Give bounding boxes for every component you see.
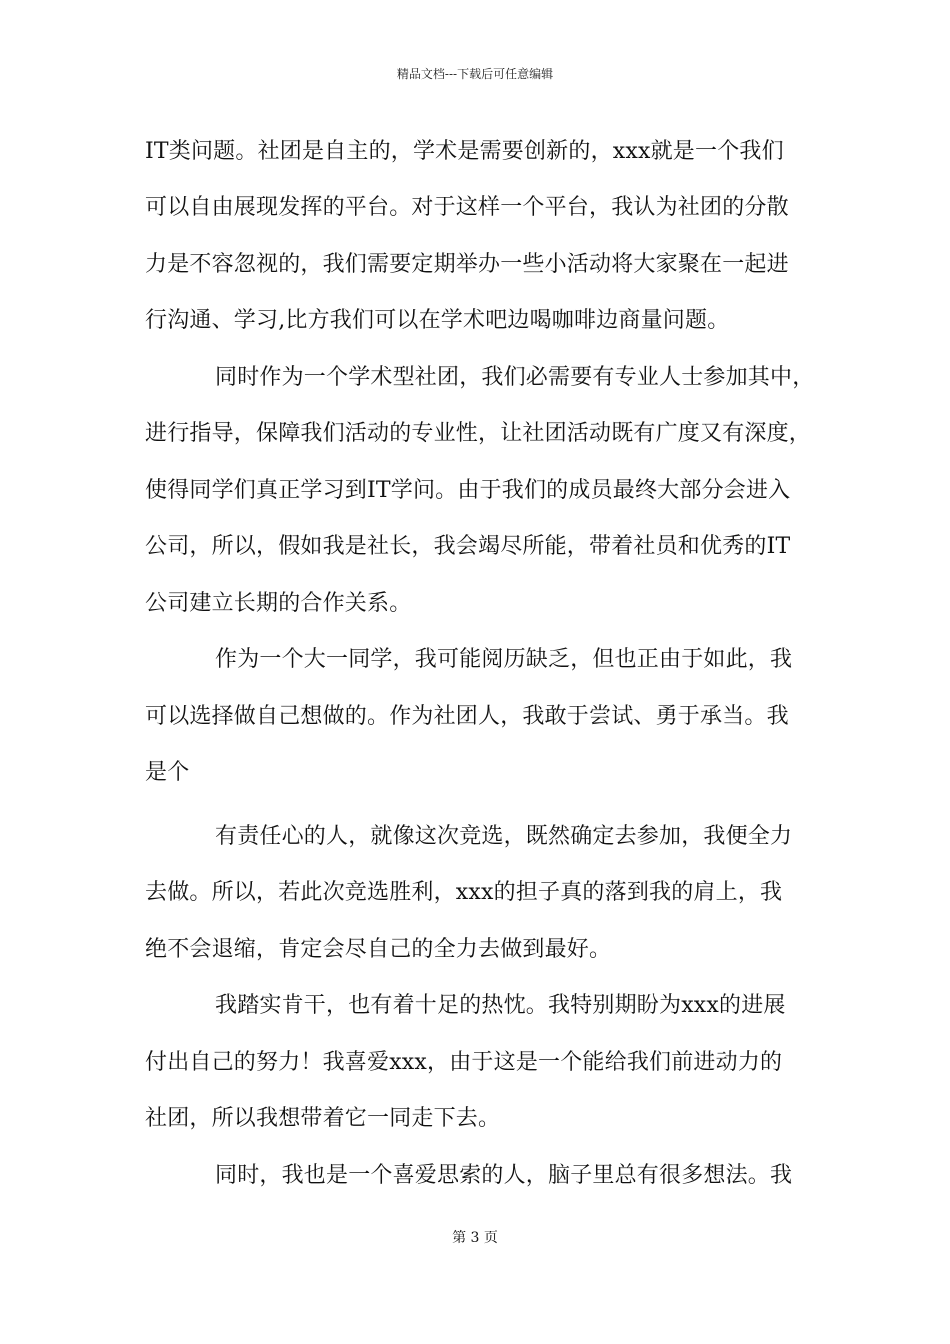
text-line: 社团，所以我想带着它一同走下去。 <box>145 1106 501 1131</box>
page-header: 精品文档---下载后可任意编辑 <box>396 67 554 81</box>
text-line: 去做。所以，若此次竞选胜利，xxx的担子真的落到我的肩上，我 <box>145 880 783 905</box>
text-line: 可以选择做自己想做的。作为社团人，我敢于尝试、勇于承当。我 <box>145 704 789 729</box>
text-line: 进行指导，保障我们活动的专业性，让社团活动既有广度又有深度， <box>145 421 812 446</box>
text-line: 公司建立长期的合作关系。 <box>145 591 412 616</box>
text-line: 使得同学们真正学习到IT学问。由于我们的成员最终大部分会进入 <box>145 478 791 503</box>
text-line: 行沟通、学习,比方我们可以在学术吧边喝咖啡边商量问题。 <box>145 308 730 333</box>
paragraph-first-line: 同时作为一个学术型社团，我们必需要有专业人士参加其中， <box>215 365 815 390</box>
paragraph-first-line: 同时，我也是一个喜爱思索的人，脑子里总有很多想法。我 <box>215 1163 793 1188</box>
text-line: IT类问题。社团是自主的，学术是需要创新的，xxx就是一个我们 <box>145 139 784 164</box>
text-line: 绝不会退缩，肯定会尽自己的全力去做到最好。 <box>145 937 612 962</box>
paragraph-first-line: 有责任心的人，就像这次竞选，既然确定去参加，我便全力 <box>215 824 793 849</box>
text-line: 是个 <box>145 760 190 785</box>
text-line: 公司，所以，假如我是社长，我会竭尽所能，带着社员和优秀的IT <box>145 534 791 559</box>
page-number: 第 3 页 <box>452 1230 498 1246</box>
paragraph-first-line: 我踏实肯干，也有着十足的热忱。我特别期盼为xxx的进展 <box>215 993 786 1018</box>
text-line: 付出自己的努力！我喜爱xxx，由于这是一个能给我们前进动力的 <box>145 1050 783 1075</box>
text-line: 可以自由展现发挥的平台。对于这样一个平台，我认为社团的分散 <box>145 195 789 220</box>
paragraph-first-line: 作为一个大一同学，我可能阅历缺乏，但也正由于如此，我 <box>215 647 793 672</box>
text-line: 力是不容忽视的，我们需要定期举办一些小活动将大家聚在一起进 <box>145 252 789 277</box>
